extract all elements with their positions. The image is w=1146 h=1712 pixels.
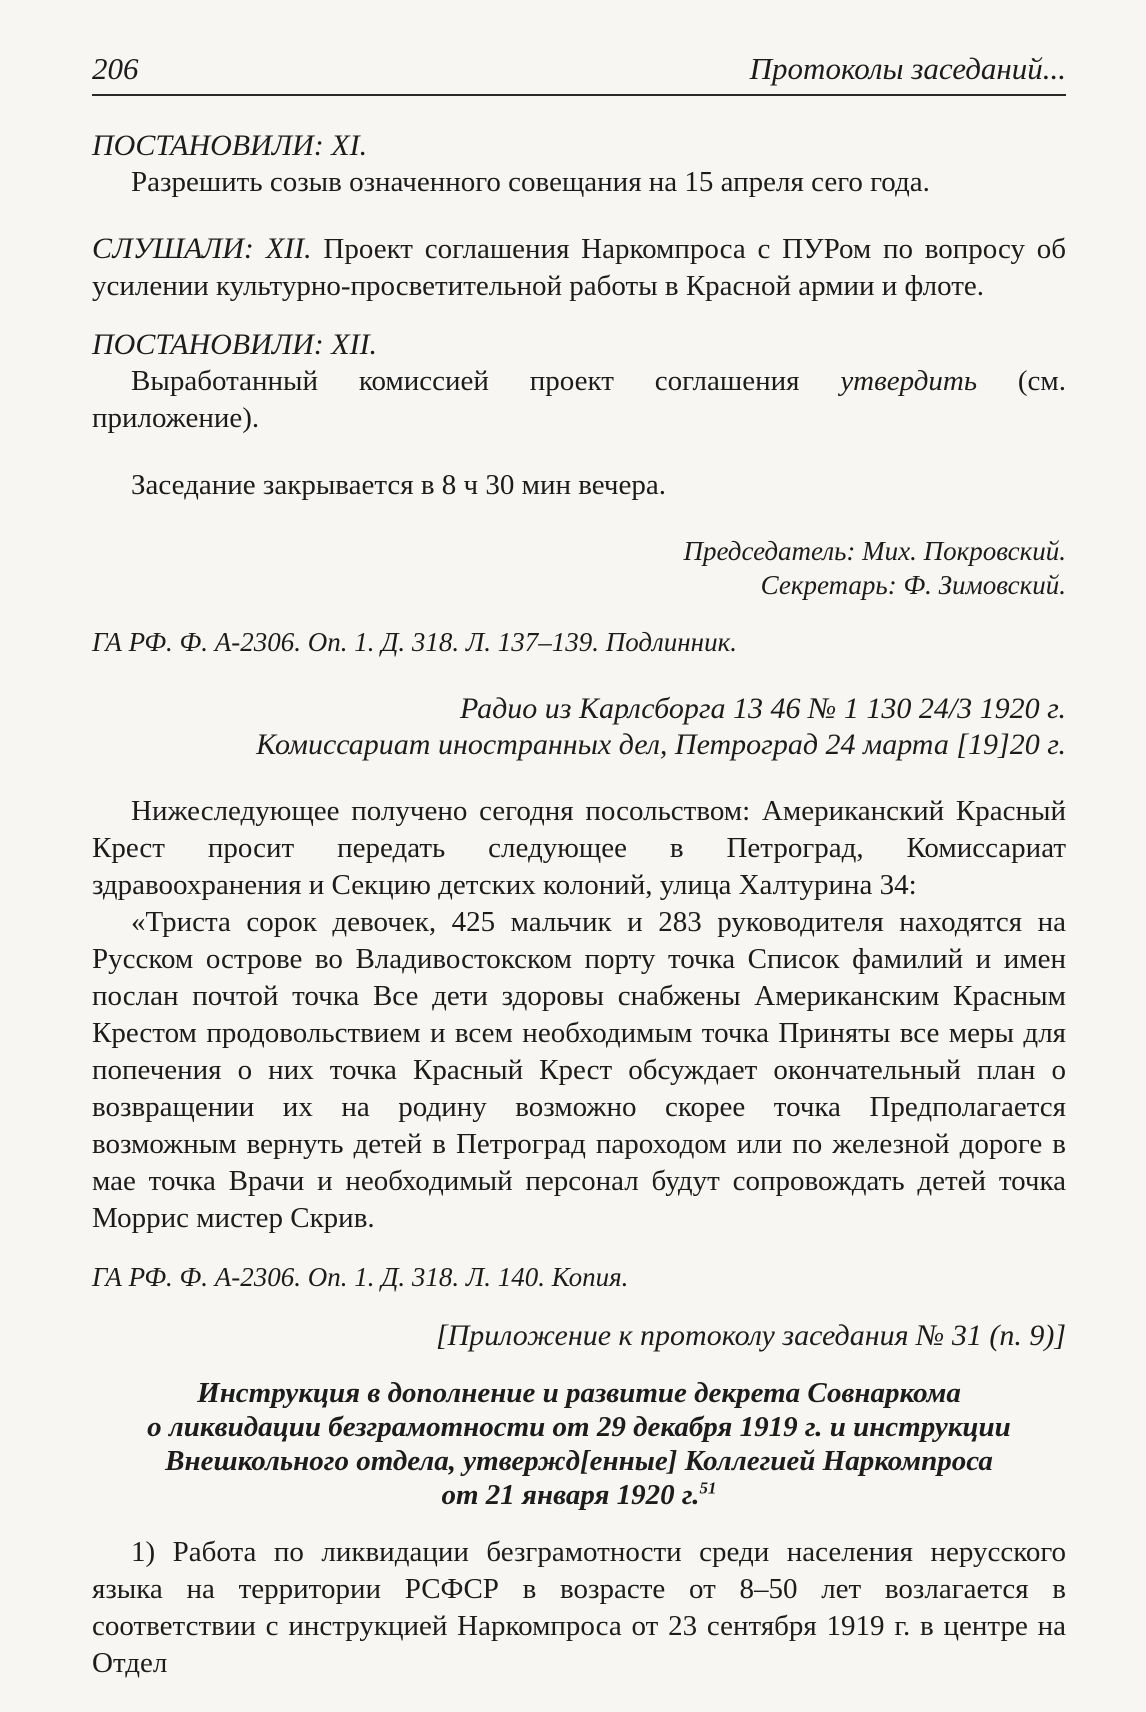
resolved-xii-text [92, 363, 1066, 437]
archive-source-2: ГА РФ. Ф. А-2306. Оп. 1. Д. 318. Л. 140. Копия. [92, 1262, 629, 1292]
instruction-title-line-4 [92, 1478, 1066, 1512]
chair-signature: Председатель: Мих. Покровский. [683, 536, 1066, 566]
heard-xii-paragraph [92, 231, 1066, 305]
closing-line: Заседание закрывается в 8 ч 30 мин вечера. [131, 469, 667, 501]
instruction-title-line-1: Инструкция в дополнение и развитие декрета Совнаркома [197, 1377, 961, 1409]
radio-line-1: Радио из Карлсборга 13 46 № 1 130 24/3 1920 г. [459, 692, 1066, 725]
resolved-xii-emphasis: утвердить [840, 365, 978, 397]
resolved-xi-text: Разрешить созыв означенного совещания на 15 апреля сего года. [131, 166, 930, 198]
page-number: 206 [92, 51, 139, 86]
heard-xii-label: СЛУШАЛИ: XII. [92, 232, 312, 265]
page-body [92, 128, 1066, 1682]
resolved-xii-label: ПОСТАНОВИЛИ: XII. [92, 328, 378, 361]
instruction-title-line-3: Внешкольного отдела, утвержд[енные] Коллегией Наркомпроса [165, 1445, 993, 1477]
instruction-title [92, 1376, 1066, 1512]
resolved-xi-label: ПОСТАНОВИЛИ: XI. [92, 129, 368, 162]
appendix-title: [Приложение к протоколу заседания № 31 (п. 9)] [435, 1319, 1066, 1352]
telegram-intro: Нижеследующее получено сегодня посольством: Американский Красный Крест просит передать следующее в Петроград, Комиссариат здравоохранения и Секцию детских колоний, улица Халтурина 34: [92, 795, 1066, 901]
secretary-signature: Секретарь: Ф. Зимовский. [760, 570, 1066, 600]
footnote-reference: 51 [699, 1478, 717, 1498]
radio-line-2: Комиссариат иностранных дел, Петроград 24 марта [19]20 г. [256, 728, 1066, 761]
archive-source-1: ГА РФ. Ф. А-2306. Оп. 1. Д. 318. Л. 137–139. Подлинник. [92, 627, 737, 657]
page-header [92, 44, 1066, 96]
heard-xii-text: Проект соглашения Наркомпроса с ПУРом по вопросу об усилении культурно-просветительной работы в Красной армии и флоте. [92, 233, 1067, 302]
running-title: Протоколы заседаний... [749, 51, 1066, 86]
instruction-title-line-2: о ликвидации безграмотности от 29 декабря 1919 г. и инструкции [147, 1411, 1011, 1443]
instruction-date: от 21 января 1920 г. [441, 1479, 700, 1511]
instruction-item-1: 1) Работа по ликвидации безграмотности среди населения нерусского языка на территории РСФСР в возрасте от 8–50 лет возлагается в соответствии с инструкцией Наркомпроса от 23 сентября 1919 г. в центре на Отдел [92, 1536, 1066, 1679]
resolved-xii-text-part1: Выработанный комиссией проект соглашения [131, 365, 800, 397]
telegram-body: «Триста сорок девочек, 425 мальчик и 283 руководителя находятся на Русском острове во Владивостокском порту точка Список фамилий и имен послан почтой точка Все дети здоровы снабжены Американским Красным Крестом продовольствием и всем необходимым точка Приняты все меры для попечения о них точка Красный Крест обсуждает окончательный план о возвращении их на родину возможно скорее точка Предполагается возможным вернуть детей в Петроград пароходом или по железной дороге в мае точка Врачи и необходимый персонал будут сопровождать детей точка Моррис мистер Скрив. [92, 906, 1066, 1234]
resolved-xii-text-part2: (см. приложение). [92, 365, 1066, 434]
